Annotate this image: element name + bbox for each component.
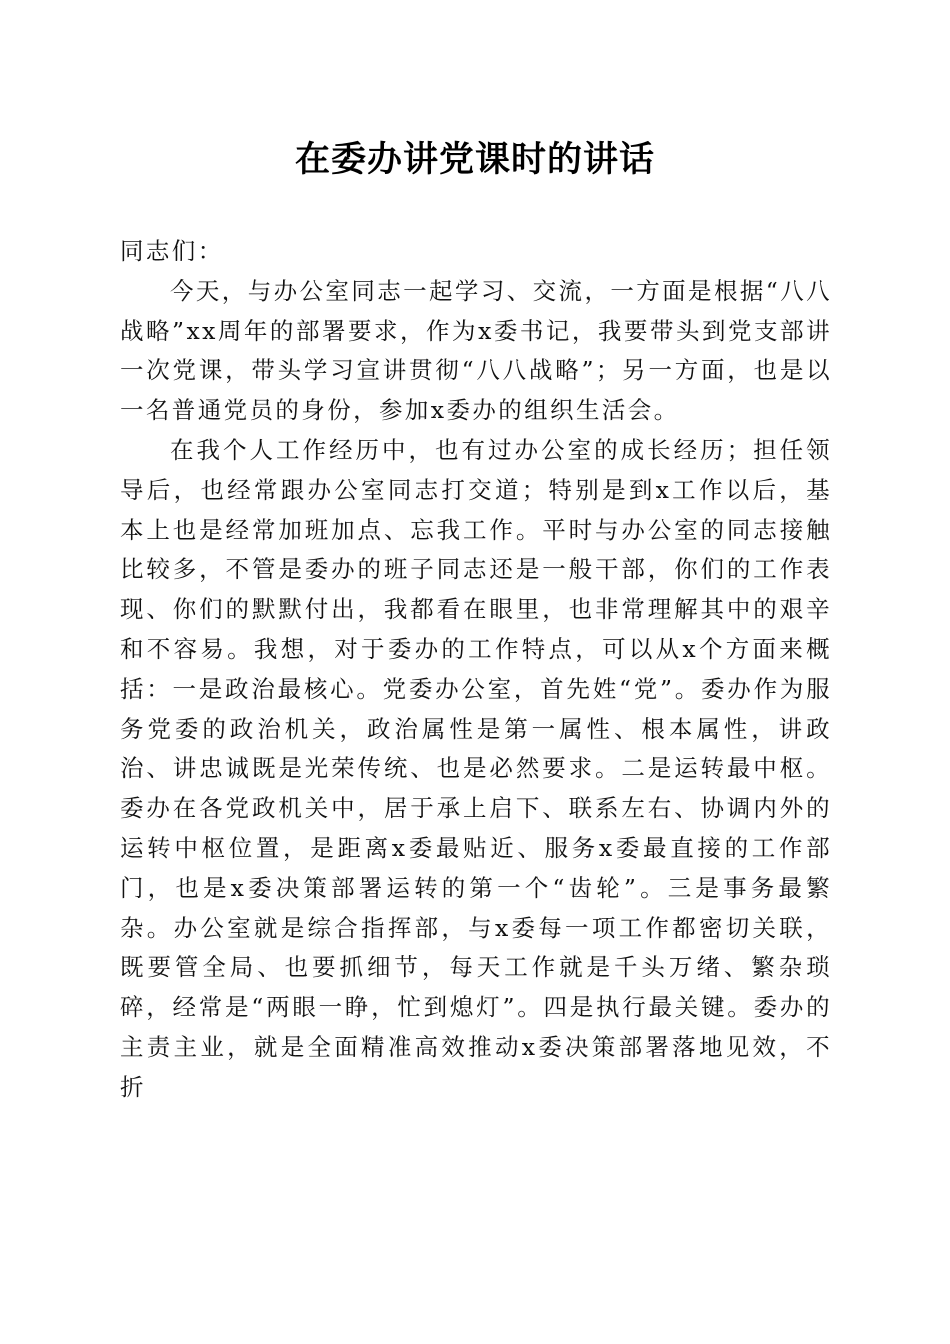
document-body (120, 232, 832, 1108)
paragraph-2: 在我个人工作经历中，也有过办公室的成长经历；担任领导后，也经常跟办公室同志打交道；特别是到x工作以后，基本上也是经常加班加点、忘我工作。平时与办公室的同志接触比较多，不管是委办的班子同志还是一般干部，你们的工作表现、你们的默默付出，我都看在眼里，也非常理解其中的艰辛和不容易。我想，对于委办的工作特点，可以从x个方面来概括：一是政治最核心。党委办公室，首先姓“党”。委办作为服务党委的政治机关，政治属性是第一属性、根本属性，讲政治、讲忠诚既是光荣传统、也是必然要求。二是运转最中枢。委办在各党政机关中，居于承上启下、联系左右、协调内外的运转中枢位置，是距离x委最贴近、服务x委最直接的工作部门，也是x委决策部署运转的第一个“齿轮”。三是事务最繁杂。办公室就是综合指挥部，与x委每一项工作都密切关联，既要管全局、也要抓细节，每天工作就是千头万绪、繁杂琐碎，经常是“两眼一睁，忙到熄灯”。四是执行最关键。委办的主责主业，就是全面精准高效推动x委决策部署落地见效，不折 (120, 435, 832, 1101)
document-title: 在委办讲党课时的讲话 (294, 139, 655, 180)
salutation: 同志们： (120, 237, 224, 265)
paragraph-1: 今天，与办公室同志一起学习、交流，一方面是根据“八八战略”xx周年的部署要求，作为x委书记，我要带头到党支部讲一次党课，带头学习宣讲贯彻“八八战略”；另一方面，也是以一名普通党员的身份，参加x委办的组织生活会。 (120, 276, 832, 425)
